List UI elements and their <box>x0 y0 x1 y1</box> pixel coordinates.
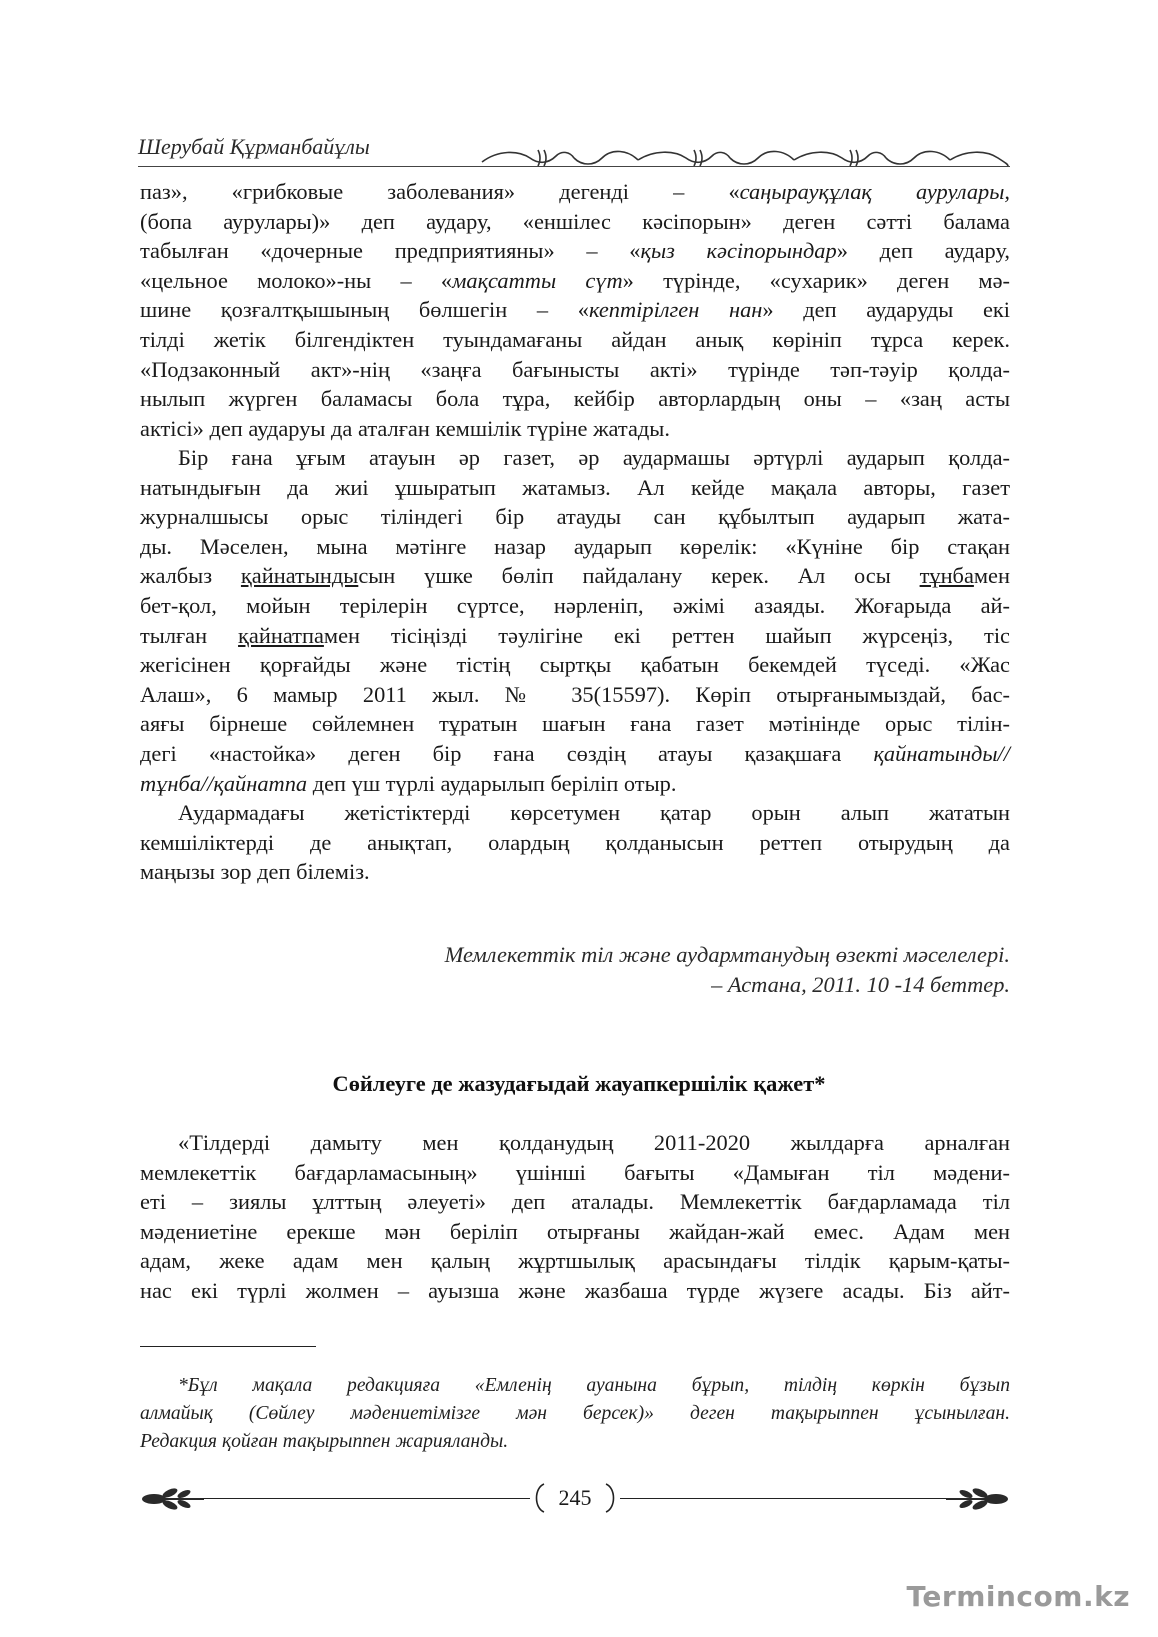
text-line <box>140 1158 1010 1188</box>
paragraph-text <box>140 798 1010 887</box>
text-line <box>140 236 1010 266</box>
text-run: натындығын да жиі ұшыратып жатамыз. Ал кейде мақала авторы, газет <box>140 474 1010 500</box>
text-run: шине қозғалтқышының бөлшегін – « <box>140 297 589 323</box>
text-line <box>140 621 1010 651</box>
text-line <box>140 177 1010 207</box>
text-line <box>140 502 1010 532</box>
italic-run: кептірілген нан <box>588 297 763 323</box>
text-line <box>140 355 1010 385</box>
text-line <box>140 798 1010 828</box>
text-run: жалбыз <box>140 563 241 589</box>
text-run: бет-қол, мойын терілерін сүртсе, нәрленіп, әжімі азаяды. Жоғарыда ай- <box>140 592 1010 618</box>
text-run: Бір ғана ұғым атауын әр газет, әр аудармашы әртүрлі аударып қолда- <box>178 445 1010 470</box>
text-line <box>140 650 1010 680</box>
text-run: ды. Мәселен, мына мәтінге назар аударып көрелік: «Күніне бір стақан <box>140 533 1010 559</box>
text-run: жегісінен қорғайды және тістің сыртқы қабатын бекемдей түседі. «Жас <box>140 652 1010 678</box>
footer-rule-right <box>620 1498 950 1499</box>
text-run: нас екі түрлі жолмен – ауызша және жазбаша түрде жүзеге асады. Біз айт- <box>140 1277 1010 1303</box>
text-run: мемлекеттік бағдарламасының» үшінші бағыты «Дамыған тіл мәдени- <box>140 1159 1010 1185</box>
text-run: «Тілдерді дамыту мен қолданудың 2011-2020 жылдарға арналған <box>178 1130 1010 1155</box>
text-run: тілді жетік білгендіктен туындамағаны айдан анық көрініп тұрса керек. <box>140 326 1010 352</box>
footnote-line: *Бұл мақала редакцияға «Емленің ауанына бұрып, тілдің көркін бұзып <box>178 1375 1010 1396</box>
running-header <box>138 128 1010 176</box>
text-run: журналшысы орыс тіліндегі бір атауды сан құбылтып аударып жата- <box>140 504 1010 530</box>
text-run: » түрінде, «сухарик» деген мә- <box>622 267 1010 293</box>
text-line <box>140 1217 1010 1247</box>
text-run: тылған <box>140 622 239 648</box>
section-heading: Сөйлеуге де жазудағыдай жауапкершілік қажет* <box>332 1071 826 1096</box>
paragraph-text <box>140 177 1010 443</box>
text-run: (бопа аурулары)» деп аудару, «еншілес кәсіпорын» деген сәтті балама <box>140 208 1010 234</box>
header-rule <box>138 166 1010 167</box>
italic-run: тұнба//қайнатпа <box>140 770 308 796</box>
text-run: » деп аудару, <box>836 238 1010 264</box>
text-line <box>140 473 1010 503</box>
text-run: табылған «дочерные предприятияны» – « <box>140 238 641 264</box>
text-line <box>140 857 1010 887</box>
text-line <box>140 443 1010 473</box>
text-line <box>140 384 1010 414</box>
footnote-line: алмайық (Сөйлеу мәдениетімізге мән берсек)» деген тақырыппен ұсынылған. <box>140 1403 1010 1424</box>
text-run: «Подзаконный акт»-нің «заңға бағынысты акті» түрінде тәп-тәуір қолда- <box>140 356 1010 382</box>
watermark-logo: Termincom.kz <box>906 1580 1130 1613</box>
text-run: Алаш», 6 мамыр 2011 жыл. № 35(15597). Көріп отырғанымыздай, бас- <box>140 681 1010 707</box>
paragraph-1 <box>140 177 1010 443</box>
paragraph-text <box>140 443 1010 798</box>
text-run: актісі» деп аударуы да аталған кемшілік түріне жатады. <box>140 415 670 441</box>
footnote-rule <box>140 1346 316 1347</box>
italic-run: қайнатынды// <box>873 740 1010 766</box>
footnote-line: Редакция қойған тақырыппен жарияланды. <box>140 1431 509 1452</box>
text-run: маңызы зор деп білеміз. <box>140 859 370 885</box>
text-run: мен <box>973 563 1010 589</box>
text-run: «цельное молоко»-ны – « <box>140 267 453 293</box>
text-line <box>140 295 1010 325</box>
underlined-run: тұнба <box>919 563 974 589</box>
text-run: нылып жүрген баламасы бола тұра, кейбір авторлардың оны – «заң асты <box>140 386 1010 412</box>
footnote <box>140 1372 1010 1456</box>
italic-run: қыз кәсіпорындар <box>640 238 837 264</box>
page-number: 245 <box>558 1485 592 1510</box>
source-line-2: – Астана, 2011. 10 -14 беттер. <box>711 972 1010 997</box>
leaf-ornament-icon <box>946 1484 1010 1514</box>
text-run: паз», «грибковые заболевания» дегенді – « <box>140 179 740 204</box>
text-run: сын үшке бөліп пайдалану керек. Ал осы <box>358 563 920 589</box>
text-line <box>140 1187 1010 1217</box>
text-run: дегі «настойка» деген бір ғана сөздің атауы қазақшаға <box>140 740 874 766</box>
source-line-1: Мемлекеттік тіл және аудармтанудың өзекті мәселелері. <box>444 942 1010 967</box>
text-line <box>140 207 1010 237</box>
text-run: мәдениетіне ерекше мән беріліп отырғаны жайдан-жай емес. Адам мен <box>140 1218 1010 1244</box>
text-line <box>140 1276 1010 1306</box>
text-run: деп үш түрлі аударылып беріліп отыр. <box>307 770 677 796</box>
text-run: Аудармадағы жетістіктерді көрсетумен қатар орын алып жататын <box>178 800 1010 825</box>
source-citation <box>445 940 1010 1000</box>
text-line <box>140 561 1010 591</box>
paragraph-2 <box>140 443 1010 798</box>
text-run: » деп аударуды екі <box>762 297 1010 323</box>
text-line <box>140 769 1010 799</box>
underlined-run: қайнатынды <box>240 563 359 589</box>
text-line <box>140 325 1010 355</box>
text-run: кемшіліктерді де анықтап, олардың қолданысын реттеп отырудың да <box>140 829 1010 855</box>
text-line <box>140 828 1010 858</box>
text-line <box>140 709 1010 739</box>
paragraph-4 <box>140 1128 1010 1306</box>
text-run: аяғы бірнеше сөйлемнен тұратын шағын ғана газет мәтінінде орыс тілін- <box>140 711 1010 737</box>
paragraph-text <box>140 1128 1010 1306</box>
italic-run: саңырауқұлақ аурулары, <box>739 179 1010 204</box>
header-ornament-icon <box>478 144 1010 172</box>
text-line <box>140 1246 1010 1276</box>
paragraph-3 <box>140 798 1010 887</box>
text-line <box>140 1128 1010 1158</box>
text-line <box>140 414 1010 444</box>
footer-rule-left <box>200 1498 530 1499</box>
text-line <box>140 591 1010 621</box>
text-line <box>140 680 1010 710</box>
page-footer <box>140 1478 1010 1518</box>
text-run: еті – зиялы ұлттың әлеуеті» деп аталады. Мемлекеттік бағдарламада тіл <box>140 1189 1010 1215</box>
italic-run: мақсатты сүт <box>452 267 623 293</box>
running-header-author: Шерубай Құрманбайұлы <box>138 134 370 159</box>
text-line <box>140 532 1010 562</box>
text-line <box>140 739 1010 769</box>
text-run: мен тісіңізді тәулігіне екі реттен шайып жүрсеңіз, тіс <box>323 622 1010 648</box>
text-run: адам, жеке адам мен қалың жұртшылық арасындағы тілдік қарым-қаты- <box>140 1248 1010 1274</box>
underlined-run: қайнатпа <box>238 622 324 648</box>
leaf-ornament-icon <box>140 1484 204 1514</box>
text-line <box>140 266 1010 296</box>
